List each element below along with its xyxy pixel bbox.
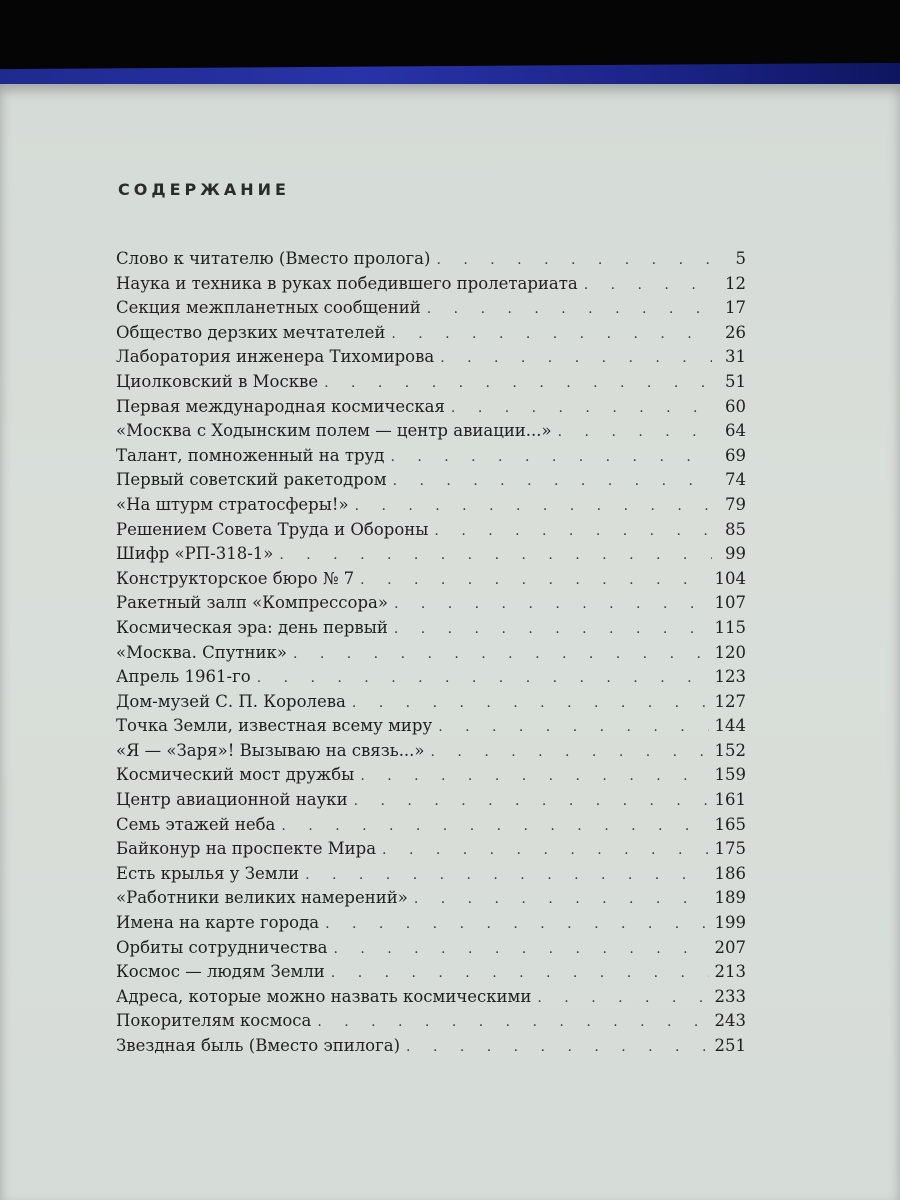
toc-entry-title: «На штурм стратосферы!»	[116, 494, 349, 514]
toc-entry	[116, 372, 746, 397]
toc-entry-page: 5	[735, 249, 746, 268]
toc-entry-page: 17	[725, 298, 746, 318]
dot-leader	[438, 719, 708, 735]
toc-entry	[116, 274, 746, 299]
toc-entry-title: Циолковский в Москве	[116, 371, 319, 391]
toc-entry-title: Секция межпланетных сообщений	[116, 298, 421, 318]
dot-leader	[537, 990, 708, 1006]
toc-entry-title: Космическая эра: день первый	[116, 617, 388, 637]
dot-leader	[333, 941, 708, 957]
dot-leader	[317, 1014, 708, 1030]
toc-entry-page: 233	[714, 986, 746, 1006]
dot-leader	[360, 572, 708, 588]
background-dark	[0, 0, 900, 70]
toc-entry	[116, 593, 746, 618]
toc-entry-title: «Работники великих намерений»	[116, 888, 408, 908]
dot-leader	[394, 596, 709, 612]
toc-entry	[116, 815, 746, 840]
dot-leader	[279, 547, 712, 563]
dot-leader	[325, 916, 708, 932]
dot-leader	[391, 326, 712, 342]
toc-entry-title: Решением Совета Труда и Обороны	[116, 519, 429, 539]
dot-leader	[352, 695, 709, 711]
toc-entry	[116, 839, 746, 864]
toc-entry-page: 74	[725, 470, 746, 490]
dot-leader	[257, 670, 709, 686]
toc-entry-title: Первая международная космическая	[116, 396, 445, 416]
toc-entry-page: 99	[725, 544, 746, 564]
toc-entry-page: 69	[725, 445, 746, 465]
dot-leader	[406, 1039, 708, 1055]
toc-entry	[116, 864, 746, 889]
toc-entry	[116, 347, 746, 372]
dot-leader	[393, 473, 712, 489]
dot-leader	[293, 646, 709, 662]
toc-entry	[116, 1011, 746, 1036]
toc-entry	[116, 938, 746, 963]
toc-entry	[116, 446, 746, 471]
toc-entry-page: 104	[714, 568, 746, 588]
toc-entry-page: 152	[714, 740, 746, 760]
toc-entry-title: Лаборатория инженера Тихомирова	[116, 347, 435, 367]
dot-leader	[451, 400, 712, 416]
toc-entry-title: «Москва с Ходынским полем — центр авиации...»	[116, 421, 552, 441]
toc-entry	[116, 618, 746, 643]
toc-entry-title: Семь этажей неба	[116, 814, 276, 834]
toc-entry-page: 144	[714, 716, 746, 736]
toc-entry-page: 186	[714, 863, 746, 883]
table-of-contents	[116, 249, 746, 1061]
toc-entry-title: Орбиты сотрудничества	[116, 937, 328, 957]
toc-entry-title: Космический мост дружбы	[116, 765, 355, 785]
toc-entry-title: Точка Земли, известная всему миру	[116, 716, 433, 736]
toc-entry-page: 79	[725, 494, 746, 514]
dot-leader	[434, 523, 712, 539]
toc-entry-page: 199	[714, 913, 746, 933]
toc-entry-page: 175	[714, 839, 746, 859]
toc-entry-title: Покорителям космоса	[116, 1011, 312, 1031]
dot-leader	[281, 818, 708, 834]
toc-entry	[116, 569, 746, 594]
toc-entry-page: 159	[714, 765, 746, 785]
toc-entry-title: Общество дерзких мечтателей	[116, 322, 386, 342]
toc-entry-page: 189	[714, 888, 746, 908]
dot-leader	[394, 621, 709, 637]
toc-entry-title: Космос — людям Земли	[116, 962, 325, 982]
book-page	[0, 84, 900, 1200]
toc-entry-title: «Я — «Заря»! Вызываю на связь...»	[116, 740, 425, 760]
toc-entry-page: 213	[714, 962, 746, 982]
toc-entry	[116, 962, 746, 987]
toc-entry-title: Конструкторское бюро № 7	[116, 568, 355, 588]
toc-entry-title: Наука и техника в руках победившего пролетариата	[116, 273, 578, 293]
dot-leader	[414, 891, 709, 907]
toc-entry-title: Первый советский ракетодром	[116, 470, 387, 490]
dot-leader	[324, 375, 712, 391]
toc-entry-page: 161	[714, 790, 746, 810]
toc-entry-page: 115	[714, 617, 746, 637]
toc-entry-title: Имена на карте города	[116, 913, 320, 933]
toc-entry-page: 12	[725, 273, 746, 293]
toc-entry-title: Слово к читателю (Вместо пролога)	[116, 249, 431, 268]
toc-entry	[116, 397, 746, 422]
toc-entry-page: 51	[725, 371, 746, 391]
toc-entry-title: Центр авиационной науки	[116, 790, 348, 810]
dot-leader	[355, 498, 712, 514]
contents-heading: СОДЕРЖАНИЕ	[118, 180, 290, 199]
toc-entry	[116, 323, 746, 348]
toc-entry	[116, 790, 746, 815]
toc-entry-title: «Москва. Спутник»	[116, 642, 287, 662]
toc-entry	[116, 888, 746, 913]
toc-entry	[116, 421, 746, 446]
toc-entry-title: Дом-музей С. П. Королева	[116, 691, 346, 711]
toc-entry-title: Апрель 1961-го	[116, 667, 251, 687]
dot-leader	[427, 301, 712, 317]
dot-leader	[584, 277, 712, 293]
toc-entry-title: Байконур на проспекте Мира	[116, 839, 377, 859]
toc-entry	[116, 470, 746, 495]
toc-entry-page: 123	[714, 667, 746, 687]
toc-entry-title: Адреса, которые можно назвать космическими	[116, 986, 532, 1006]
dot-leader	[360, 768, 708, 784]
toc-entry-page: 207	[714, 937, 746, 957]
toc-entry	[116, 716, 746, 741]
toc-entry-page: 251	[714, 1036, 746, 1055]
toc-entry	[116, 987, 746, 1012]
toc-entry-page: 60	[725, 396, 746, 416]
toc-entry-page: 64	[725, 421, 746, 441]
toc-entry-page: 165	[714, 814, 746, 834]
dot-leader	[354, 793, 709, 809]
toc-entry	[116, 495, 746, 520]
toc-entry-title: Талант, помноженный на труд	[116, 445, 385, 465]
toc-entry	[116, 249, 746, 274]
toc-entry	[116, 667, 746, 692]
dot-leader	[331, 965, 709, 981]
dot-leader	[305, 867, 708, 883]
toc-entry-title: Звездная быль (Вместо эпилога)	[116, 1036, 401, 1055]
toc-entry-title: Ракетный залп «Компрессора»	[116, 593, 388, 613]
toc-entry	[116, 692, 746, 717]
toc-entry	[116, 1036, 746, 1061]
toc-entry	[116, 643, 746, 668]
dot-leader	[390, 449, 712, 465]
toc-entry-page: 31	[725, 347, 746, 367]
toc-entry	[116, 520, 746, 545]
toc-entry-page: 26	[725, 322, 746, 342]
toc-entry-page: 120	[714, 642, 746, 662]
dot-leader	[558, 424, 712, 440]
toc-entry-title: Шифр «РП-318-1»	[116, 544, 274, 564]
toc-entry-page: 107	[714, 593, 746, 613]
toc-entry-title: Есть крылья у Земли	[116, 863, 300, 883]
toc-entry-page: 127	[714, 691, 746, 711]
dot-leader	[431, 744, 709, 760]
toc-entry	[116, 298, 746, 323]
toc-entry	[116, 741, 746, 766]
toc-entry	[116, 765, 746, 790]
toc-entry-page: 243	[714, 1011, 746, 1031]
dot-leader	[440, 350, 712, 366]
toc-entry	[116, 913, 746, 938]
toc-entry-page: 85	[725, 519, 746, 539]
toc-entry	[116, 544, 746, 569]
dot-leader	[436, 252, 712, 268]
dot-leader	[382, 842, 708, 858]
